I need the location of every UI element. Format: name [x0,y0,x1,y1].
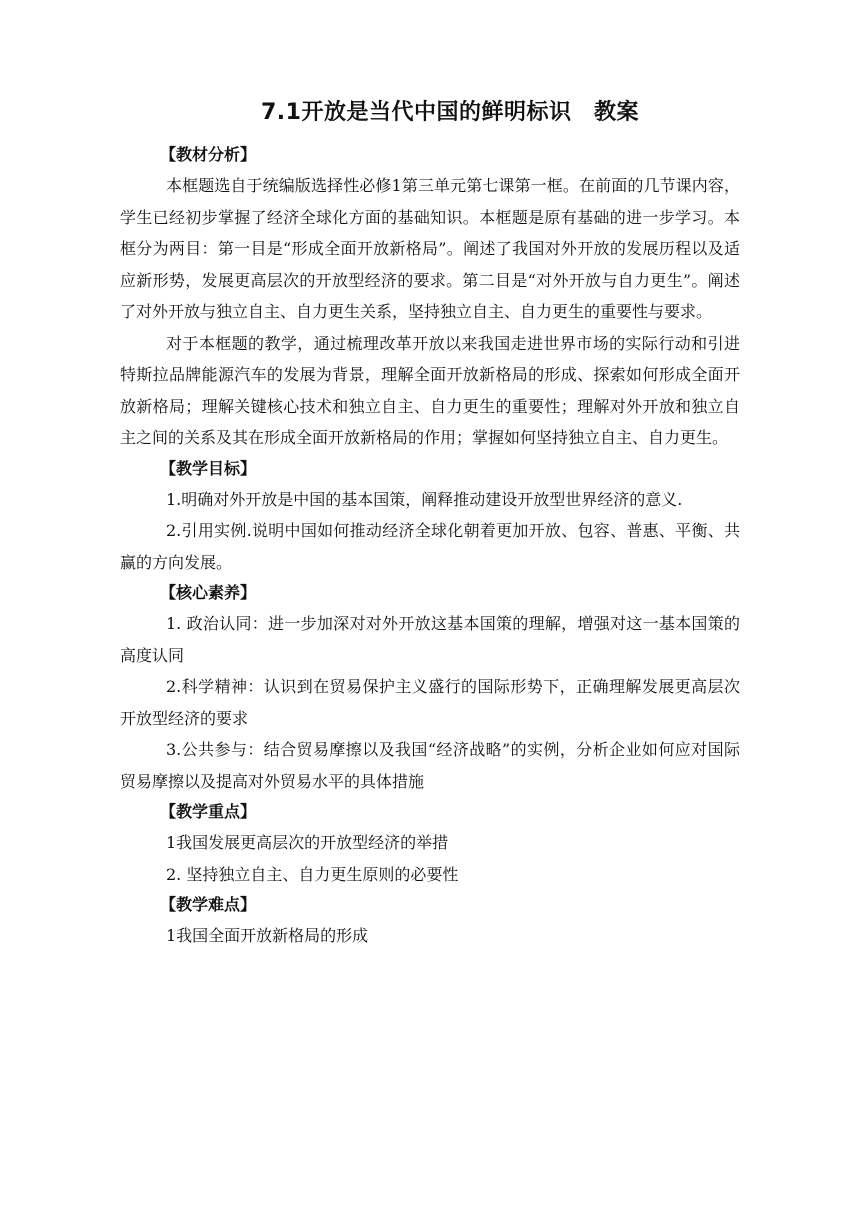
section-difficulties [120,890,740,952]
literacy-item-3: 3.公共参与：结合贸易摩擦以及我国“经济战略”的实例，分析企业如何应对国际贸易摩擦以及提高对外贸易水平的具体措施 [120,740,740,791]
section-heading-goals: 【教学目标】 [160,458,257,478]
section-literacy [120,578,740,797]
section-keypoints [120,797,740,890]
section-heading-literacy: 【核心素养】 [160,583,257,602]
section-goals [120,454,740,579]
section-heading-analysis: 【教材分析】 [160,145,257,164]
document-title: 7.1开放是当代中国的鲜明标识 教案 [261,100,639,125]
section-analysis [120,140,740,454]
keypoint-item-1: 1我国发展更高层次的开放型经济的举措 [166,833,449,852]
analysis-paragraph-1: 本框题选自于统编版选择性必修1第三单元第七课第一框。在前面的几节课内容，学生已经初步掌握了经济全球化方面的基础知识。本框题是原有基础的进一步学习。本框分为两目：第一目是“形成全面开放新格局”。阐述了我国对外开放的发展历程以及适应新形势，发展更高层次的开放型经济的要求。第二目是“对外开放与自力更生”。阐述了对外开放与独立自主、自力更生关系，坚持独立自主、自力更生的重要性与要求。 [120,176,740,321]
goal-item-2: 2.引用实例.说明中国如何推动经济全球化朝着更加开放、包容、普惠、平衡、共赢的方向发展。 [120,521,740,572]
section-heading-keypoints: 【教学重点】 [160,802,257,821]
document-page [120,98,740,952]
literacy-item-1: 1. 政治认同：进一步加深对对外开放这基本国策的理解，增强对这一基本国策的高度认同 [120,614,740,665]
goal-item-1: 1.明确对外开放是中国的基本国策，阐释推动建设开放型世界经济的意义. [166,489,683,509]
section-heading-difficulties: 【教学难点】 [160,895,257,914]
analysis-paragraph-2: 对于本框题的教学，通过梳理改革开放以来我国走进世界市场的实际行动和引进特斯拉品牌能源汽车的发展为背景，理解全面开放新格局的形成、探索如何形成全面开放新格局；理解关键核心技术和独立自主、自力更生的重要性；理解对外开放和独立自主之间的关系及其在形成全面开放新格局的作用；掌握如何坚持独立自主、自力更生。 [120,333,740,447]
literacy-item-2: 2.科学精神：认识到在贸易保护主义盛行的国际形势下，正确理解发展更高层次开放型经济的要求 [120,677,740,728]
keypoint-item-2: 2. 坚持独立自主、自力更生原则的必要性 [166,864,459,884]
difficulty-item-1: 1我国全面开放新格局的形成 [166,926,369,945]
